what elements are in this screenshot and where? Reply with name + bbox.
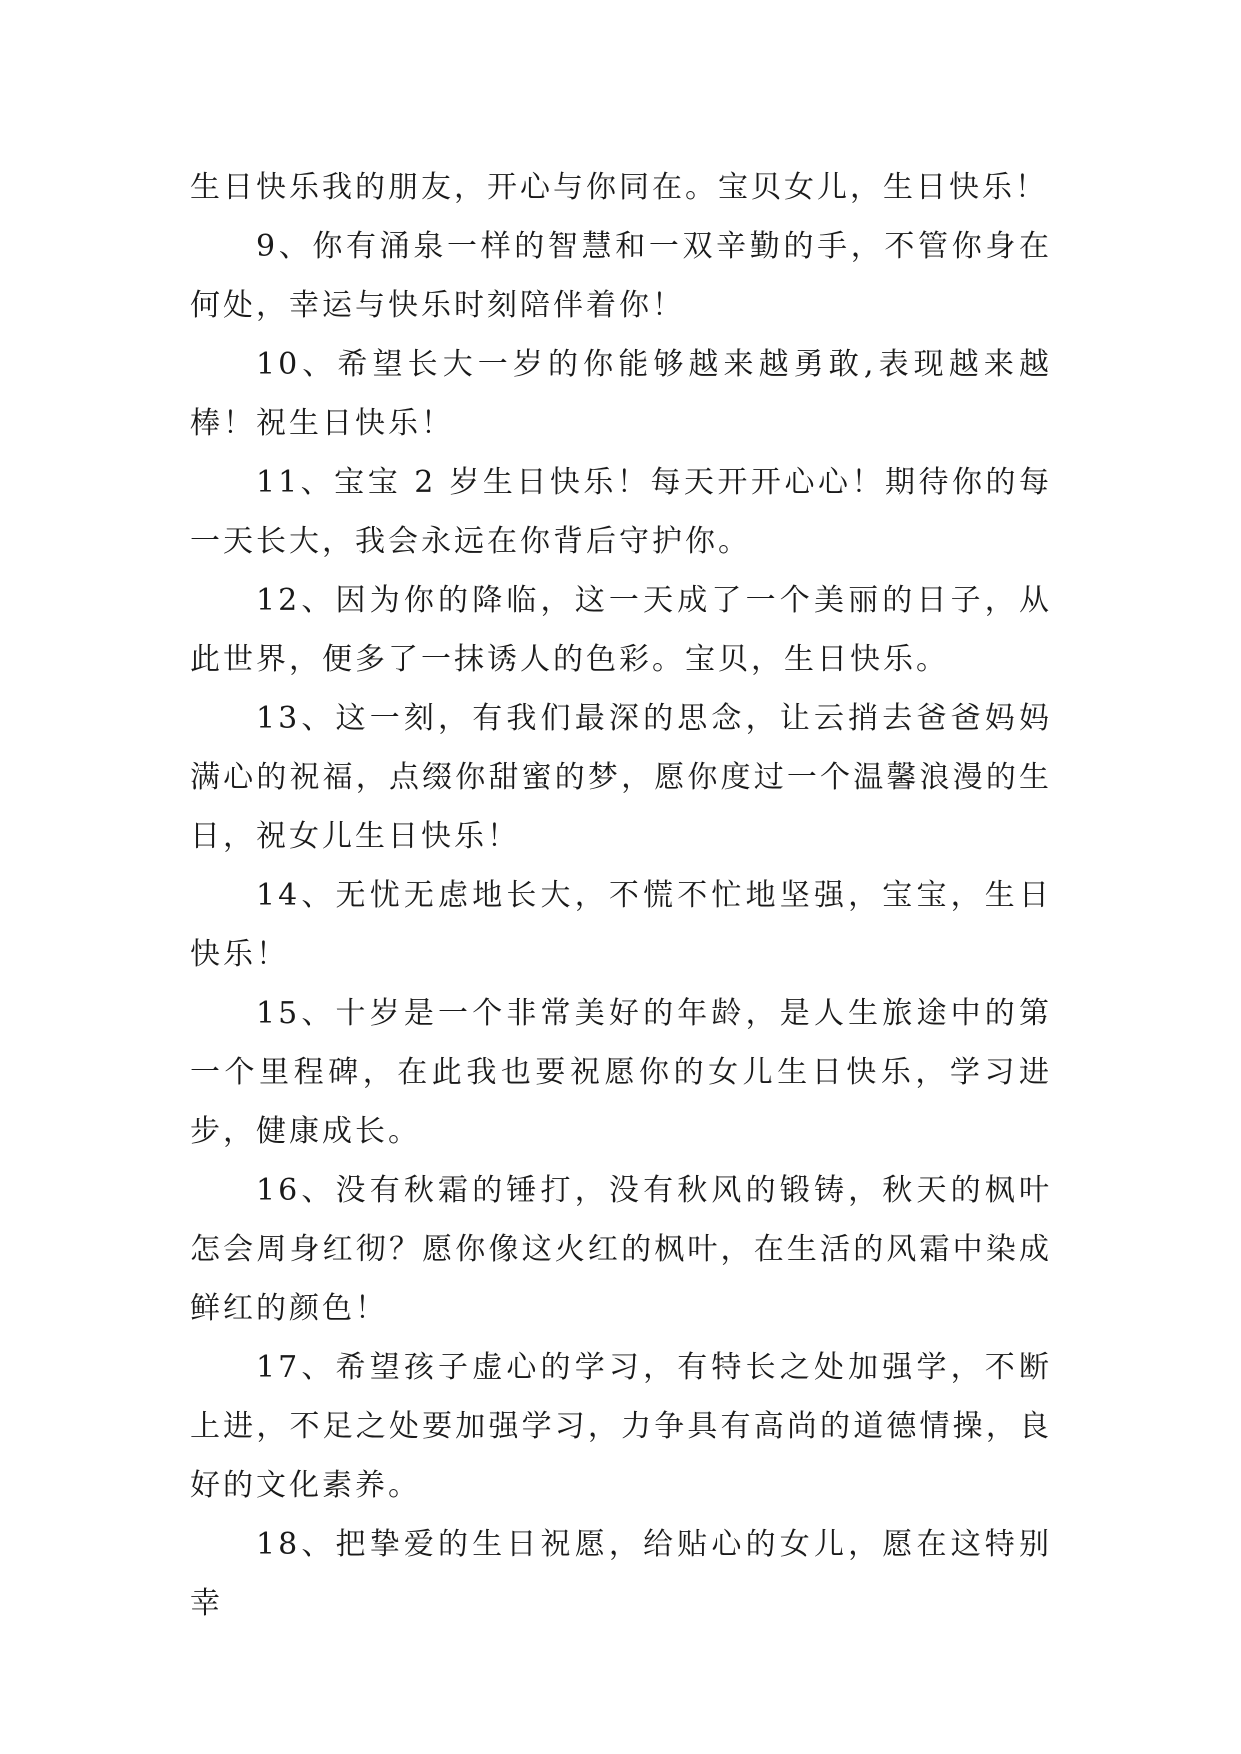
paragraph-wish-18: 18、把挚爱的生日祝愿，给贴心的女儿，愿在这特别幸: [190, 1527, 1052, 1621]
paragraph-wish-17: 17、希望孩子虚心的学习，有特长之处加强学，不断上进，不足之处要加强学习，力争具有高尚的道德情操，良好的文化素养。: [190, 1350, 1052, 1503]
paragraph-wish-13: 13、这一刻，有我们最深的思念，让云捎去爸爸妈妈满心的祝福，点缀你甜蜜的梦，愿你度过一个温馨浪漫的生日，祝女儿生日快乐！: [190, 701, 1052, 854]
paragraph-wish-12: 12、因为你的降临，这一天成了一个美丽的日子，从此世界，便多了一抹诱人的色彩。宝贝，生日快乐。: [190, 583, 1052, 677]
paragraph-wish-11: 11、宝宝 2 岁生日快乐！每天开开心心！期待你的每一天长大，我会永远在你背后守护你。: [190, 465, 1052, 559]
paragraph-wish-14: 14、无忧无虑地长大，不慌不忙地坚强，宝宝，生日快乐！: [190, 878, 1052, 972]
paragraph-continuation: 生日快乐我的朋友，开心与你同在。宝贝女儿，生日快乐！: [190, 170, 1048, 205]
document-body: [190, 158, 1052, 1633]
paragraph-wish-10: 10、希望长大一岁的你能够越来越勇敢,表现越来越棒！祝生日快乐！: [190, 347, 1052, 441]
paragraph-wish-15: 15、十岁是一个非常美好的年龄，是人生旅途中的第一个里程碑，在此我也要祝愿你的女儿生日快乐，学习进步，健康成长。: [190, 996, 1052, 1149]
paragraph-wish-16: 16、没有秋霜的锤打，没有秋风的锻铸，秋天的枫叶怎会周身红彻？愿你像这火红的枫叶，在生活的风霜中染成鲜红的颜色！: [190, 1173, 1052, 1326]
paragraph-wish-9: 9、你有涌泉一样的智慧和一双辛勤的手，不管你身在何处，幸运与快乐时刻陪伴着你！: [190, 229, 1052, 323]
